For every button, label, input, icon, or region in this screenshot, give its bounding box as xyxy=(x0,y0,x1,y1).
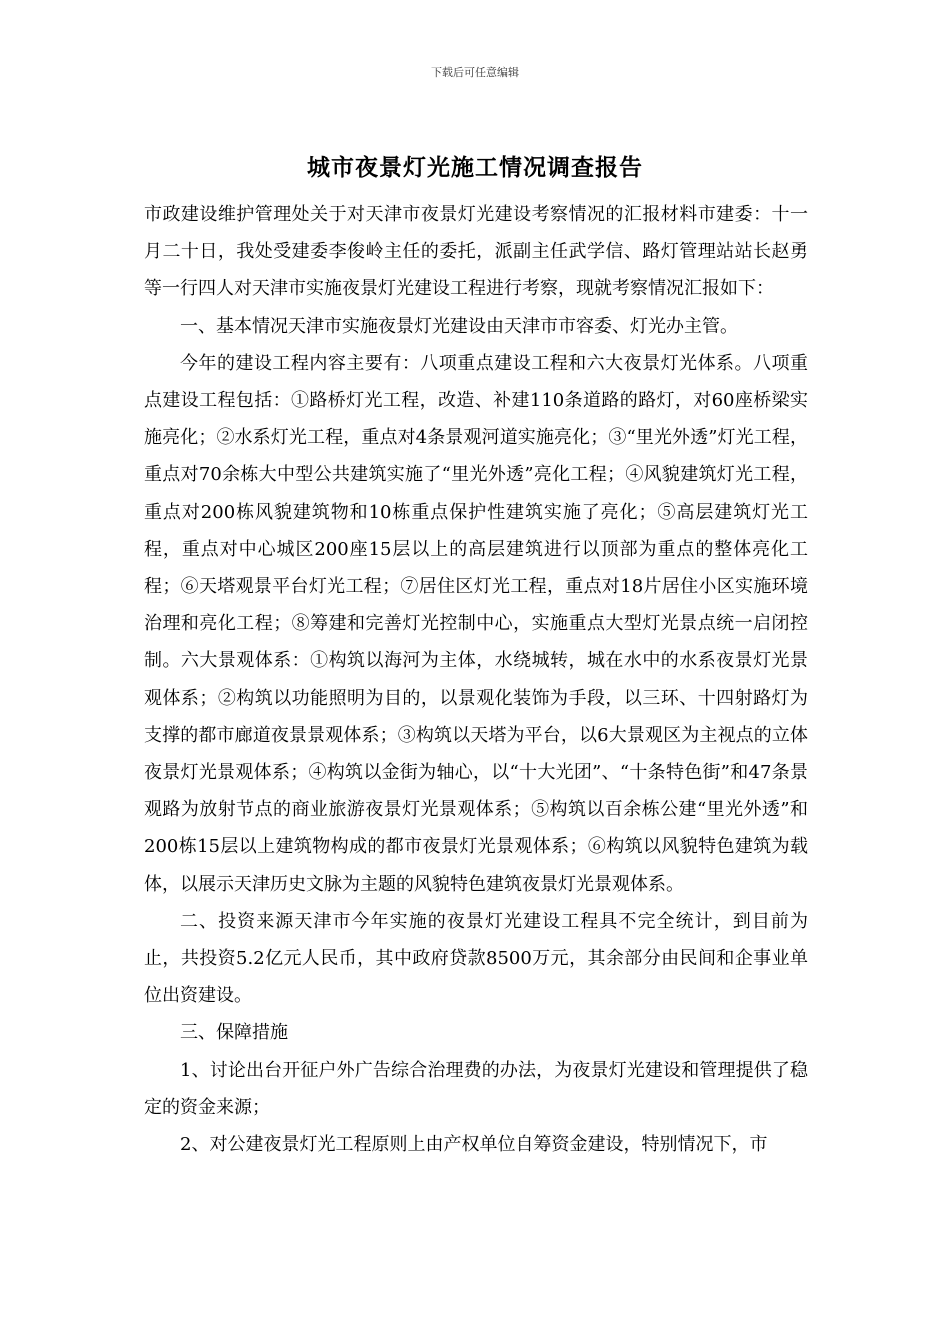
paragraph-basic-situation: 一、基本情况天津市实施夜景灯光建设由天津市市容委、灯光办主管。 xyxy=(180,315,738,337)
paragraph-measure-1: 1、讨论出台开征户外广告综合治理费的办法，为夜景灯光建设和管理提供了稳定的资金来源； xyxy=(144,1059,808,1118)
paragraph-measures-heading: 三、保障措施 xyxy=(180,1022,288,1044)
paragraph-projects: 今年的建设工程内容主要有：八项重点建设工程和六大夜景灯光体系。八项重点建设工程包括：①路桥灯光工程，改造、补建110条道路的路灯，对60座桥梁实施亮化；②水系灯光工程，重点对4条景观河道实施亮化；③“里光外透”灯光工程，重点对70余栋大中型公共建筑实施了“里光外透”亮化工程；④风貌建筑灯光工程，重点对200栋风貌建筑物和10栋重点保护性建筑实施了亮化；⑤高层建筑灯光工程，重点对中心城区200座15层以上的高层建筑进行以顶部为重点的整体亮化工程；⑥天塔观景平台灯光工程；⑦居住区灯光工程，重点对18片居住小区实施环境治理和亮化工程；⑧筹建和完善灯光控制中心，实施重点大型灯光景点统一启闭控制。六大景观体系：①构筑以海河为主体，水绕城转，城在水中的水系夜景灯光景观体系；②构筑以功能照明为目的，以景观化装饰为手段，以三环、十四射路灯为支撑的都市廊道夜景景观体系；③构筑以天塔为平台，以6大景观区为主视点的立体夜景灯光景观体系；④构筑以金街为轴心，以“十大光团”、“十条特色街”和47条景观路为放射节点的商业旅游夜景灯光景观体系；⑤构筑以百余栋公建“里光外透”和200栋15层以上建筑物构成的都市夜景灯光景观体系；⑥构筑以风貌特色建筑为载体，以展示天津历史文脉为主题的风貌特色建筑夜景灯光景观体系。 xyxy=(144,352,808,895)
document-title: 城市夜景灯光施工情况调查报告 xyxy=(307,154,643,181)
header-note: 下载后可任意编辑 xyxy=(431,66,519,79)
document-body xyxy=(144,196,808,1163)
paragraph-investment: 二、投资来源天津市今年实施的夜景灯光建设工程具不完全统计，到目前为止，共投资5.2亿元人民币，其中政府贷款8500万元，其余部分由民间和企事业单位出资建设。 xyxy=(144,910,808,1007)
paragraph-measure-2: 2、对公建夜景灯光工程原则上由产权单位自筹资金建设，特别情况下，市 xyxy=(180,1134,768,1156)
paragraph-intro: 市政建设维护管理处关于对天津市夜景灯光建设考察情况的汇报材料市建委：十一月二十日，我处受建委李俊岭主任的委托，派副主任武学信、路灯管理站站长赵勇等一行四人对天津市实施夜景灯光建设工程进行考察，现就考察情况汇报如下： xyxy=(144,204,808,300)
